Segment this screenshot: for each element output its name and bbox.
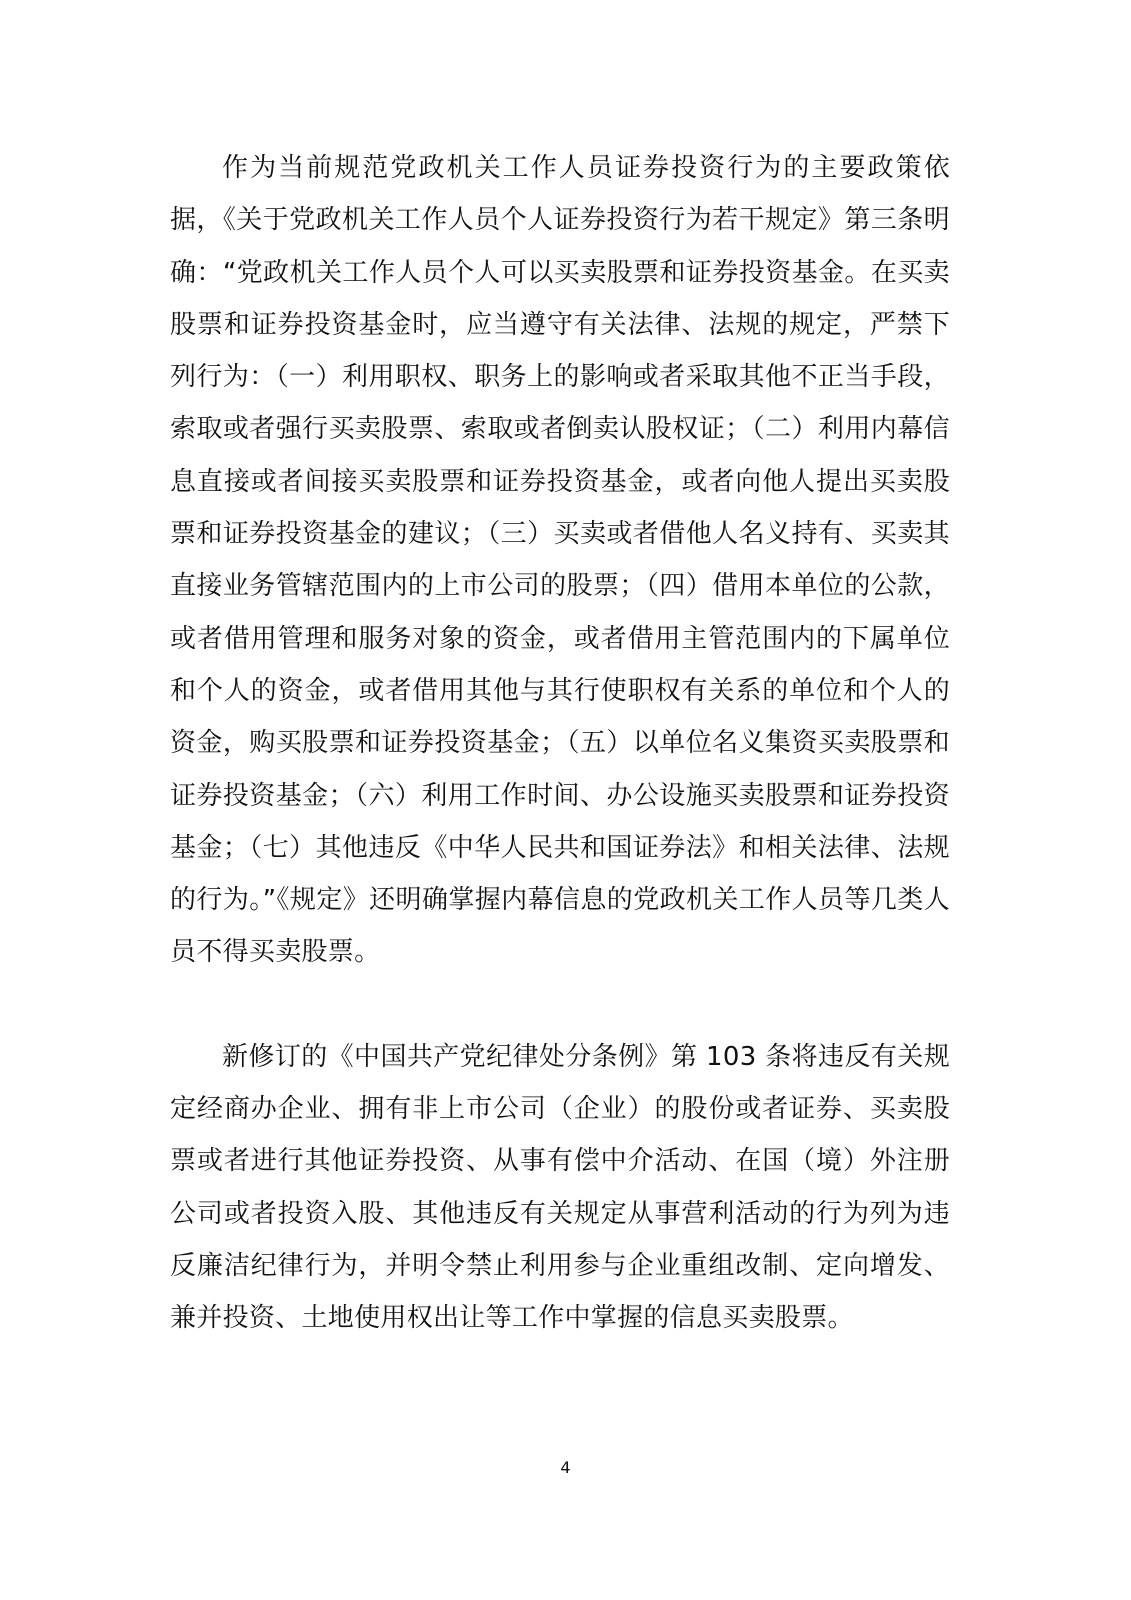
page-number: 4	[560, 1458, 571, 1477]
paragraph-discipline-regulation: 新修订的《中国共产党纪律处分条例》第 103 条将违反有关规定经商办企业、拥有非上市公司（企业）的股份或者证券、买卖股票或者进行其他证券投资、从事有偿中介活动、在国（境）外注册公司或者投资入股、其他违反有关规定从事营利活动的行为列为违反廉洁纪律行为，并明令禁止利用参与企业重组改制、定向增发、兼并投资、土地使用权出让等工作中掌握的信息买卖股票。	[170, 1041, 950, 1334]
document-body	[170, 142, 950, 1345]
paragraph-securities-regulation: 作为当前规范党政机关工作人员证券投资行为的主要政策依据，《关于党政机关工作人员个人证券投资行为若干规定》第三条明确：“党政机关工作人员个人可以买卖股票和证券投资基金。在买卖股票和证券投资基金时，应当遵守有关法律、法规的规定，严禁下列行为：（一）利用职权、职务上的影响或者采取其他不正当手段，索取或者强行买卖股票、索取或者倒卖认股权证；（二）利用内幕信息直接或者间接买卖股票和证券投资基金，或者向他人提出买卖股票和证券投资基金的建议；（三）买卖或者借他人名义持有、买卖其直接业务管辖范围内的上市公司的股票；（四）借用本单位的公款，或者借用管理和服务对象的资金，或者借用主管范围内的下属单位和个人的资金，或者借用其他与其行使职权有关系的单位和个人的资金，购买股票和证券投资基金；（五）以单位名义集资买卖股票和证券投资基金；（六）利用工作时间、办公设施买卖股票和证券投资基金；（七）其他违反《中华人民共和国证券法》和相关法律、法规的行为。”《规定》还明确掌握内幕信息的党政机关工作人员等几类人员不得买卖股票。	[170, 153, 950, 968]
